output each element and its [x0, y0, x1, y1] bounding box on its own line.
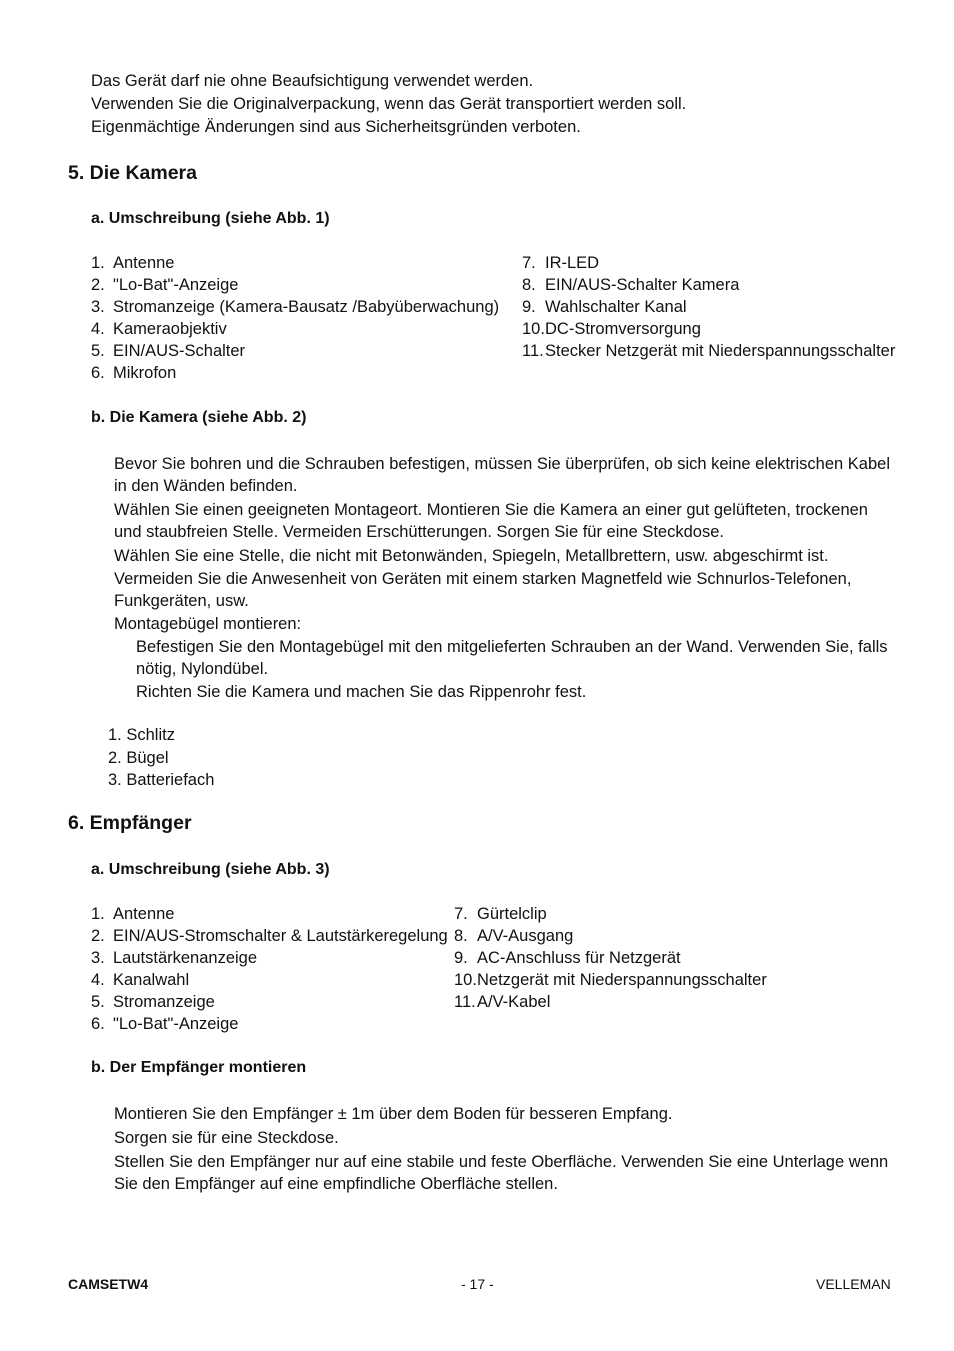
paragraph: Montieren Sie den Empfänger ± 1m über dem Boden für besseren Empfang.	[114, 1105, 673, 1123]
intro-line-2: Verwenden Sie die Originalverpackung, wenn das Gerät transportiert werden soll.	[91, 95, 687, 113]
camera-mounting-text	[114, 453, 894, 703]
paragraph: Sorgen sie für eine Steckdose.	[114, 1129, 339, 1147]
list-item: 2. "Lo-Bat"-Anzeige	[91, 276, 239, 294]
list-item: 11.A/V-Kabel	[454, 993, 551, 1011]
list-item: 2. EIN/AUS-Stromschalter & Lautstärkeregelung	[91, 927, 448, 945]
paragraph: Stellen Sie den Empfänger nur auf eine stabile und feste Oberfläche. Verwenden Sie eine Unterlage wenn Sie den Empfänger auf eine empfindliche Oberfläche stellen.	[114, 1153, 889, 1193]
list-item: 8. EIN/AUS-Schalter Kamera	[522, 276, 740, 294]
list-item: 10.DC-Stromversorgung	[522, 320, 701, 338]
list-item: 2. Bügel	[108, 748, 169, 767]
camera-parts-list-col2	[522, 252, 895, 362]
list-item: 6. Mikrofon	[91, 364, 177, 382]
paragraph: Montagebügel montieren:	[114, 615, 302, 633]
section-6-heading: 6. Empfänger	[68, 812, 192, 834]
receiver-mounting-text	[114, 1103, 894, 1195]
list-item: 6. "Lo-Bat"-Anzeige	[91, 1015, 239, 1033]
list-item: 3. Stromanzeige (Kamera-Bausatz /Babyüberwachung)	[91, 298, 500, 316]
list-item: 5. EIN/AUS-Schalter	[91, 342, 246, 360]
list-item: 9. Wahlschalter Kanal	[522, 298, 687, 316]
section-5-heading: 5. Die Kamera	[68, 162, 197, 184]
list-item: 1. Schlitz	[108, 726, 175, 744]
camera-parts-list-col1	[91, 252, 499, 384]
page-number: - 17 -	[461, 1276, 494, 1292]
list-item: 3. Lautstärkenanzeige	[91, 949, 258, 967]
intro-line-1: Das Gerät darf nie ohne Beaufsichtigung verwendet werden.	[91, 72, 534, 90]
paragraph: Wählen Sie eine Stelle, die nicht mit Betonwänden, Spiegeln, Metallbrettern, usw. abgeschirmt ist.	[114, 547, 829, 565]
intro-line-3: Eigenmächtige Änderungen sind aus Sicherheitsgründen verboten.	[91, 118, 581, 136]
list-item: 3. Batteriefach	[108, 771, 215, 789]
list-item: 9. AC-Anschluss für Netzgerät	[454, 949, 681, 967]
paragraph: Wählen Sie einen geeigneten Montageort. Montieren Sie die Kamera an einer gut gelüfteten, trockenen und staubfreien Stelle. Vermeiden Erschütterungen. Sorgen Sie für eine Steckdose.	[114, 501, 868, 541]
paragraph-indented: Befestigen Sie den Montagebügel mit den mitgelieferten Schrauben an der Wand. Verwenden Sie, falls nötig, Nylondübel.	[136, 638, 888, 678]
paragraph: Bevor Sie bohren und die Schrauben befestigen, müssen Sie überprüfen, ob sich keine elektrischen Kabel in den Wänden befinden.	[114, 455, 890, 495]
receiver-parts-list-col2	[454, 903, 767, 1013]
section-5b-heading: b. Die Kamera (siehe Abb. 2)	[91, 409, 307, 426]
list-item: 5. Stromanzeige	[91, 993, 215, 1011]
list-item: 7. IR-LED	[522, 254, 600, 272]
section-5a-heading: a. Umschreibung (siehe Abb. 1)	[91, 210, 330, 227]
list-item: 7. Gürtelclip	[454, 905, 547, 923]
paragraph: Vermeiden Sie die Anwesenheit von Geräten mit einem starken Magnetfeld wie Schnurlos-Telefonen, Funkgeräten, usw.	[114, 570, 852, 610]
list-item: 1. Antenne	[91, 254, 175, 272]
list-item: 11.Stecker Netzgerät mit Niederspannungsschalter	[522, 342, 896, 360]
list-item: 8. A/V-Ausgang	[454, 927, 574, 945]
section-6a-heading: a. Umschreibung (siehe Abb. 3)	[91, 861, 330, 878]
list-item: 1. Antenne	[91, 905, 175, 923]
paragraph-indented: Richten Sie die Kamera und machen Sie das Rippenrohr fest.	[136, 683, 587, 701]
list-item: 4. Kameraobjektiv	[91, 320, 227, 338]
footer-model: CAMSETW4	[68, 1276, 149, 1292]
footer-brand: VELLEMAN	[816, 1276, 891, 1292]
bracket-parts-list	[108, 724, 214, 792]
section-6b-heading: b. Der Empfänger montieren	[91, 1059, 307, 1076]
list-item: 4. Kanalwahl	[91, 971, 190, 989]
list-item: 10.Netzgerät mit Niederspannungsschalter	[454, 971, 767, 989]
receiver-parts-list-col1	[91, 903, 448, 1035]
